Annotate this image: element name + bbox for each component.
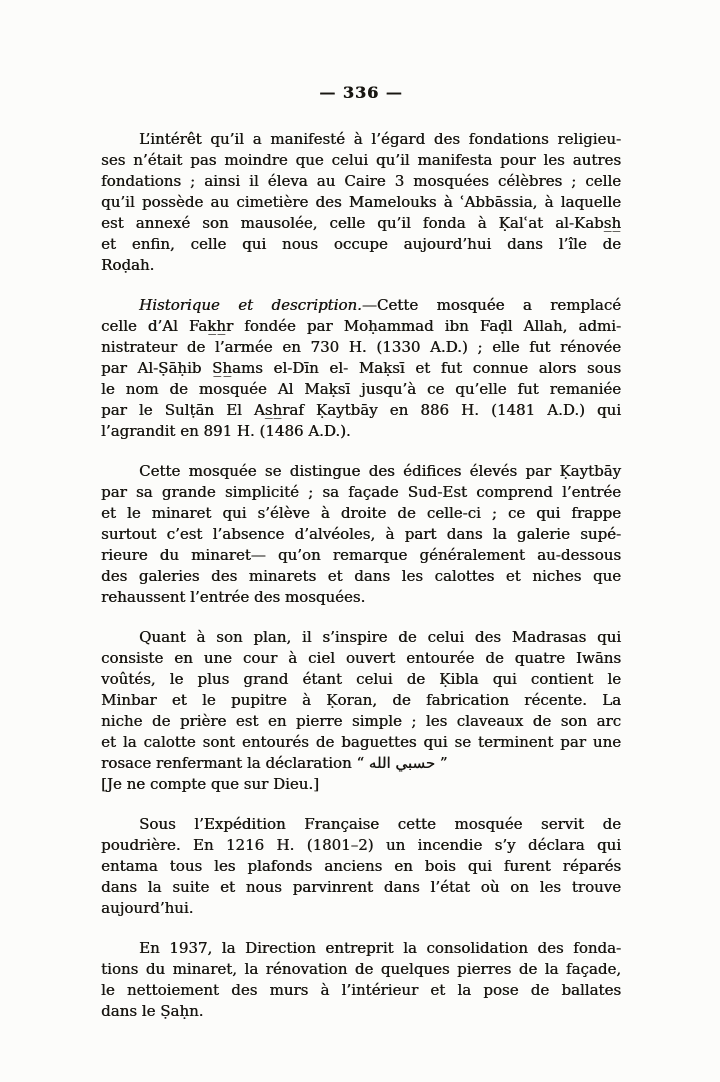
paragraph bbox=[101, 627, 621, 795]
text-line: le nettoiement des murs à l’intérieur et la pose de ballates bbox=[101, 981, 621, 999]
text-line: et le minaret qui s’élève à droite de celle-ci ; ce qui frappe bbox=[101, 504, 621, 522]
text-line: surtout c’est l’absence d’alvéoles, à part dans la galerie supé- bbox=[101, 525, 621, 543]
text-line: rehaussent l’entrée des mosquées. bbox=[101, 588, 366, 606]
text-line: Cette mosquée se distingue des édifices élevés par Ḳaytbāy bbox=[139, 462, 621, 480]
text-line: dans la suite et nous parvinrent dans l’état où on les trouve bbox=[101, 878, 621, 896]
text-line: l’agrandit en 891 H. (1486 A.D.). bbox=[101, 422, 351, 440]
text-line: Minbar et le pupitre à Ḳoran, de fabrication récente. La bbox=[101, 691, 621, 709]
text-line: L’intérêt qu’il a manifesté à l’égard des fondations religieu- bbox=[139, 130, 621, 148]
section-lead-rest: —Cette mosquée a remplacé bbox=[361, 296, 621, 314]
text-line: dans le Ṣaḥn. bbox=[101, 1002, 204, 1020]
text-line: des galeries des minarets et dans les calottes et niches que bbox=[101, 567, 621, 585]
paragraph bbox=[101, 295, 621, 442]
text-line: aujourd’hui. bbox=[101, 899, 194, 917]
text-line: rieure du minaret— qu’on remarque généralement au-dessous bbox=[101, 546, 621, 564]
section-lead-italic: Historique et description. bbox=[139, 296, 362, 314]
text-line: est annexé son mausolée, celle qu’il fonda à Ḳalʿat al-Kabs̲h̲ bbox=[101, 214, 621, 232]
text-line: le nom de mosquée Al Maḳsī jusqu’à ce qu’elle fut remaniée bbox=[101, 380, 621, 398]
text-line: voûtés, le plus grand étant celui de Ḳibla qui contient le bbox=[101, 670, 621, 688]
text-line: Sous l’Expédition Française cette mosquée servit de bbox=[139, 815, 621, 833]
text-line-arabic-declaration: rosace renfermant la déclaration “ حسبي الله ” bbox=[101, 754, 448, 772]
paragraph bbox=[101, 461, 621, 608]
text-line-translation: [Je ne compte que sur Dieu.] bbox=[101, 775, 319, 793]
paragraph bbox=[101, 938, 621, 1022]
text-line: qu’il possède au cimetière des Mamelouks à ʿAbbāssia, à laquelle bbox=[101, 193, 621, 211]
paragraph bbox=[101, 129, 621, 276]
text-line: entama tous les plafonds anciens en bois qui furent réparés bbox=[101, 857, 621, 875]
text-line: et la calotte sont entourés de baguettes qui se terminent par une bbox=[101, 733, 621, 751]
text-line: Roḍah. bbox=[101, 256, 155, 274]
text-line: tions du minaret, la rénovation de quelques pierres de la façade, bbox=[101, 960, 621, 978]
text-line: En 1937, la Direction entreprit la consolidation des fonda- bbox=[139, 939, 621, 957]
page-body-text bbox=[101, 129, 621, 1041]
text-line: fondations ; ainsi il éleva au Caire 3 mosquées célèbres ; celle bbox=[101, 172, 621, 190]
text-line: nistrateur de l’armée en 730 H. (1330 A.D.) ; elle fut rénovée bbox=[101, 338, 621, 356]
text-line: Quant à son plan, il s’inspire de celui des Madrasas qui bbox=[139, 628, 621, 646]
text-line: par le Sulṭān El As̲h̲raf Ḳaytbāy en 886 H. (1481 A.D.) qui bbox=[101, 401, 621, 419]
text-line: poudrière. En 1216 H. (1801–2) un incendie s’y déclara qui bbox=[101, 836, 621, 854]
text-line: celle d’Al Fak̲h̲r fondée par Moḥammad ibn Faḍl Allah, admi- bbox=[101, 317, 621, 335]
text-line: par sa grande simplicité ; sa façade Sud-Est comprend l’entrée bbox=[101, 483, 621, 501]
text-line: consiste en une cour à ciel ouvert entourée de quatre Iwāns bbox=[101, 649, 621, 667]
text-line: et enfin, celle qui nous occupe aujourd’hui dans l’île de bbox=[101, 235, 621, 253]
text-line: ses n’était pas moindre que celui qu’il manifesta pour les autres bbox=[101, 151, 621, 169]
text-line: par Al-Ṣāḥib S̲h̲ams el-Dīn el- Maḳsī et fut connue alors sous bbox=[101, 359, 621, 377]
page-number: — 336 — bbox=[319, 83, 403, 102]
text-line: niche de prière est en pierre simple ; les claveaux de son arc bbox=[101, 712, 621, 730]
paragraph bbox=[101, 814, 621, 919]
text-line bbox=[101, 295, 621, 316]
